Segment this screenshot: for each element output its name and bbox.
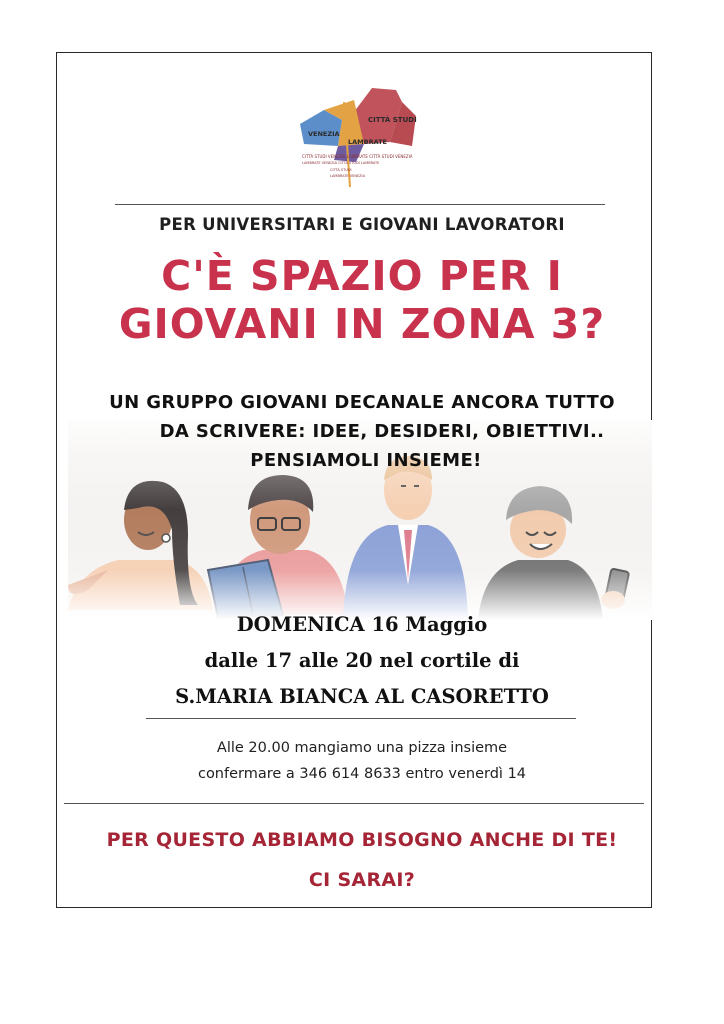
lead-line-3: PENSIAMOLI INSIEME! [250, 450, 482, 471]
logo-label-venezia: VENEZIA [308, 130, 340, 138]
rsvp-note: confermare a 346 614 8633 entro venerdì 14 [197, 766, 527, 782]
bottom-divider [64, 803, 644, 804]
logo-fineprint-2: LAMBRATE VENEZIA CITTÀ STUDI LAMBRATE [302, 161, 380, 165]
title-line-1: C'È SPAZIO PER I [161, 252, 563, 300]
title-line-2: GIOVANI IN ZONA 3? [118, 300, 606, 348]
top-divider [115, 204, 605, 205]
poster-title [0, 252, 724, 348]
event-time-place: dalle 17 alle 20 nel cortile di [204, 649, 520, 672]
event-venue: S.MARIA BIANCA AL CASORETTO [175, 685, 549, 708]
logo-label-cittastudi: CITTÀ STUDI [368, 116, 417, 124]
logo-fineprint-4: LAMBRATE VENEZIA [330, 174, 365, 178]
pizza-note-line-1: Alle 20.00 mangiamo una pizza insieme [216, 740, 508, 756]
pizza-note [0, 735, 724, 787]
event-details [0, 607, 724, 715]
event-date: DOMENICA 16 Maggio [236, 613, 488, 636]
cta-line-1: PER QUESTO ABBIAMO BISOGNO ANCHE DI TE! [106, 829, 618, 851]
audience-subtitle: PER UNIVERSITARI E GIOVANI LAVORATORI [159, 215, 565, 234]
venue-underline [146, 718, 576, 719]
logo-label-lambrate: LAMBRATE [348, 138, 387, 146]
zona3-logo [294, 82, 426, 194]
lead-line-1: UN GRUPPO GIOVANI DECANALE ANCORA TUTTO [109, 392, 615, 413]
lead-text [0, 388, 724, 475]
logo-fineprint-3: CITTÀ STUDI [330, 168, 352, 172]
cta-line-2: CI SARAI? [308, 869, 416, 891]
logo-fineprint-1: CITTÀ STUDI VENEZIA LAMBRATE CITTÀ STUDI VENEZIA [302, 154, 413, 159]
call-to-action [0, 820, 724, 900]
lead-line-2: DA SCRIVERE: IDEE, DESIDERI, OBIETTIVI.. [159, 421, 605, 442]
